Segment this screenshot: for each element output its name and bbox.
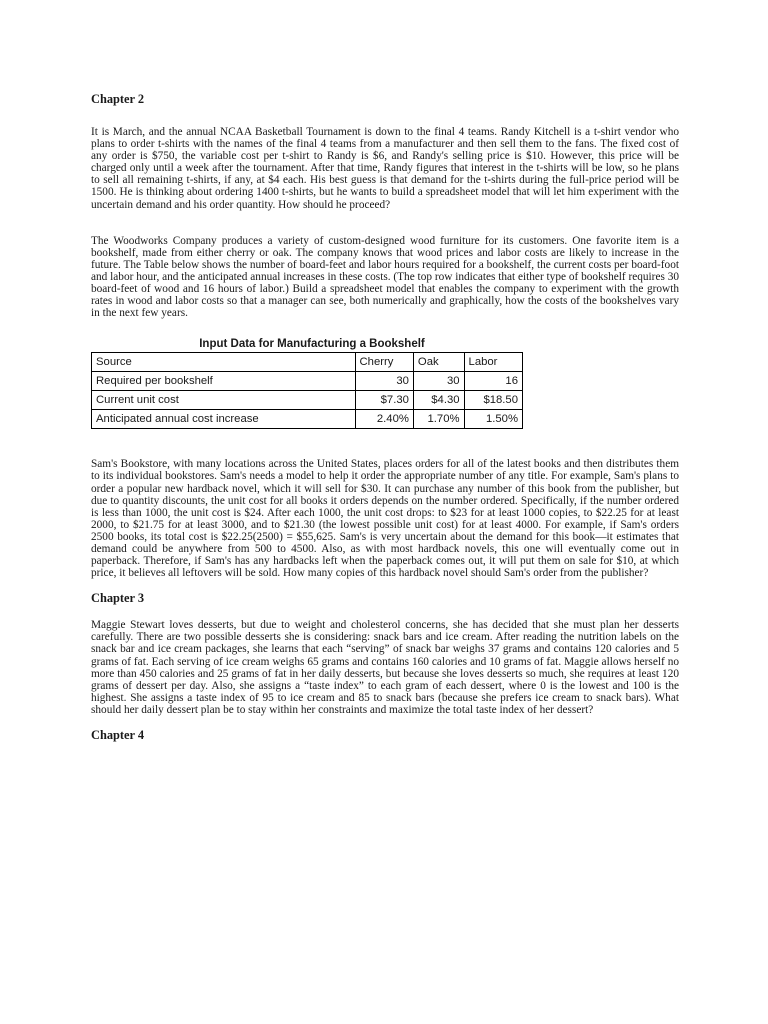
randy-tshirt-paragraph: It is March, and the annual NCAA Basketball Tournament is down to the final 4 teams. Randy Kitchell is a t-shirt vendor who plans to order t-shirts with the names of the final 4 teams from a manufacturer and then sell them to the fans. The fixed cost of any order is $750, the variable cost per t-shirt to Randy is $6, and Randy's selling price is $10. However, this price will be charged only until a week after the tournament. After that time, Randy figures that interest in the t-shirts will be low, so he plans to sell all remaining t-shirts, if any, at $4 each. His best guess is that demand for the t-shirts during the full-price period will be 1500. He is thinking about ordering 1400 t-shirts, but he wants to build a spreadsheet model that will let him experiment with the uncertain demand and his order quantity. How should he proceed? — [91, 126, 679, 211]
maggie-desserts-paragraph: Maggie Stewart loves desserts, but due to weight and cholesterol concerns, she has decided that she must plan her desserts carefully. There are two possible desserts she is considering: snack bars and ice cream. After reading the nutrition labels on the snack bar and ice cream packages, she learns that each “serving” of snack bar weighs 37 grams and contains 120 calories and 5 grams of fat. Each serving of ice cream weighs 65 grams and contains 160 calories and 10 grams of fat. Maggie allows herself no more than 450 calories and 25 grams of fat in her daily desserts, but because she loves desserts so much, she requires at least 120 grams of dessert per day. Also, she assigns a “taste index” to each gram of each dessert, where 0 is the lowest and 100 is the highest. She assigns a taste index of 95 to ice cream and 85 to snack bars (because she prefers ice cream to snack bars). What should her daily dessert plan be to stay within her constraints and maximize the total taste index of her dessert? — [91, 619, 679, 716]
header-labor: Labor — [464, 353, 522, 372]
table-row — [92, 391, 523, 410]
table-row — [92, 372, 523, 391]
cell-labor: 1.50% — [464, 410, 522, 429]
header-source: Source — [92, 353, 356, 372]
cell-cherry: 2.40% — [355, 410, 413, 429]
cell-oak: $4.30 — [413, 391, 464, 410]
sams-bookstore-paragraph: Sam's Bookstore, with many locations across the United States, places orders for all of the latest books and then distributes them to its individual bookstores. Sam's needs a model to help it order the appropriate number of any title. For example, Sam's plans to order a popular new hardback novel, which it will sell for $30. It can purchase any number of this book from the publisher, but due to quantity discounts, the unit cost for all books it orders depends on the number ordered. Specifically, if the number ordered is less than 1000, the unit cost is $24. After each 1000, the unit cost drops: to $23 for at least 1000 copies, to $22.25 for at least 2000, to $21.75 for at least 3000, and to $21.30 (the lowest possible unit cost) for at least 4000. For example, if Sam's orders 2500 books, its total cost is $22.25(2500) = $55,625. Sam's is very uncertain about the demand for this book—it estimates that demand could be anywhere from 500 to 4500. Also, as with most hardback novels, this one will eventually come out in paperback. Therefore, if Sam's has any hardbacks left when the paperback comes out, it will put them on sale for $10, at which price, it believes all leftovers will be sold. How many copies of this hardback novel should Sam's order from the publisher? — [91, 458, 679, 580]
cell-oak: 30 — [413, 372, 464, 391]
row-label: Required per bookshelf — [92, 372, 356, 391]
cell-labor: $18.50 — [464, 391, 522, 410]
table-title: Input Data for Manufacturing a Bookshelf — [199, 338, 425, 351]
bookshelf-input-table — [91, 337, 523, 429]
table-row — [92, 410, 523, 429]
row-label: Current unit cost — [92, 391, 356, 410]
cell-labor: 16 — [464, 372, 522, 391]
row-label: Anticipated annual cost increase — [92, 410, 356, 429]
cell-cherry: $7.30 — [355, 391, 413, 410]
header-cherry: Cherry — [355, 353, 413, 372]
chapter-4-heading: Chapter 4 — [91, 728, 145, 742]
document-page — [91, 92, 679, 742]
woodworks-paragraph: The Woodworks Company produces a variety of custom-designed wood furniture for its customers. One favorite item is a bookshelf, made from either cherry or oak. The company knows that wood prices and labor costs are likely to increase in the future. The Table below shows the number of board-feet and labor hours required for a bookshelf, the current costs per board-foot and labor hour, and the anticipated annual increases in these costs. (The top row indicates that either type of bookshelf requires 30 board-feet of wood and 16 hours of labor.) Build a spreadsheet model that enables the company to experiment with the growth rates in wood and labor costs so that a manager can see, both numerically and graphically, how the costs of the bookshelves vary in the next few years. — [91, 234, 679, 320]
input-data-table — [91, 352, 523, 429]
cell-oak: 1.70% — [413, 410, 464, 429]
table-header-row — [92, 353, 523, 372]
header-oak: Oak — [413, 353, 464, 372]
chapter-3-heading: Chapter 3 — [91, 591, 145, 606]
chapter-2-heading: Chapter 2 — [91, 92, 145, 106]
cell-cherry: 30 — [355, 372, 413, 391]
